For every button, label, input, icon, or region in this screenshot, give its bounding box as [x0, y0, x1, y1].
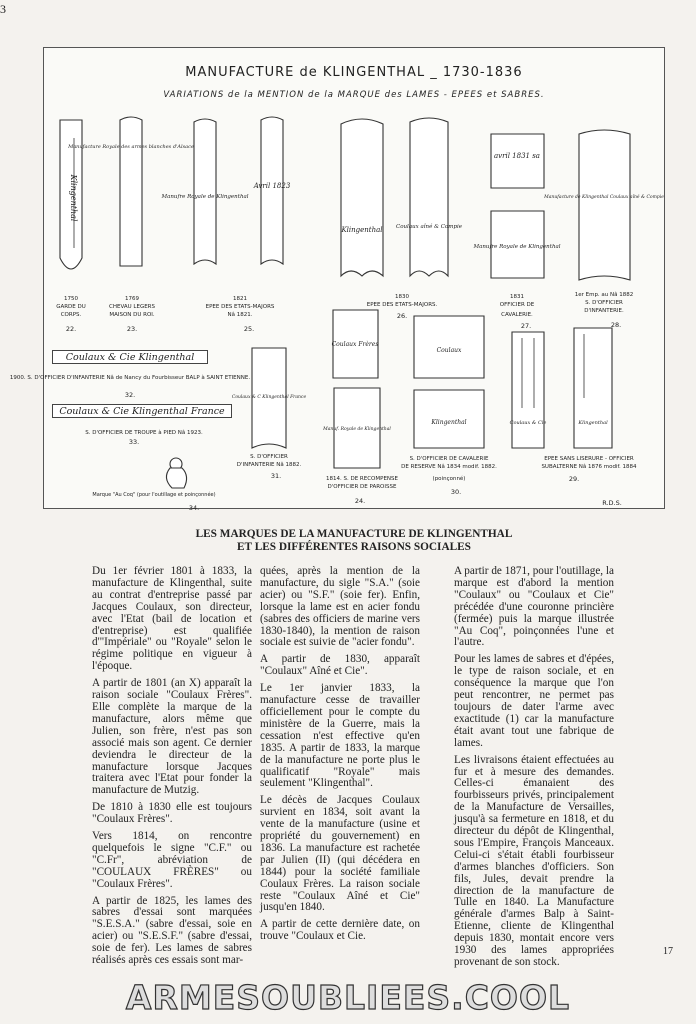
- paragraph: Le décès de Jacques Coulaux survient en 1834, soit avant la vente de la manufacture (usine et propriété du gouvernement) en 1836. La manufacture est rachetée par Julien (II) (qui décédera en 1844) pour la société familiale Coulaux Frères. La raison sociale reste "Coulaux Aîné et Cie" jusqu'en 1840.: [260, 794, 420, 914]
- blade-25-outline: [194, 119, 216, 264]
- column-2: [260, 566, 420, 948]
- caption-26-l2: EPEE DES ETATS-MAJORS.: [366, 302, 438, 308]
- caption-30-num: 30.: [450, 488, 462, 496]
- caption-22-num: 22.: [65, 325, 77, 333]
- caption-34-num: 34.: [188, 504, 200, 512]
- caption-33-num: 33.: [128, 438, 140, 446]
- caption-32: 1900. S. D'OFFICIER D'INFANTERIE Nâ de Nancy du Fourbisseur BALP à SAINT ETIENNE.: [9, 375, 251, 381]
- caption-23-num: 23.: [126, 325, 138, 333]
- paragraph: A partir de 1830, apparaît "Coulaux" Aîné et Cie".: [260, 653, 420, 678]
- caption-25-l2: EPEE DES ETATS-MAJORS: [205, 304, 275, 310]
- caption-28-l3: D'INFANTERIE.: [584, 308, 624, 314]
- blade-text-6: Coulaux aîné & Compie: [396, 224, 462, 230]
- caption-29-num: 29.: [568, 475, 580, 483]
- plate-subtitle: VARIATIONS de la MENTION de la MARQUE des LAMES - EPEES et SABRES.: [163, 90, 545, 100]
- illustration-plate: [9, 47, 665, 512]
- blade-25b-outline: [261, 117, 283, 264]
- mark-text-7: Klingenthal: [578, 420, 608, 426]
- caption-27-l3: CAVALERIE.: [501, 312, 533, 318]
- blade-text-5: Klingenthal: [341, 226, 383, 234]
- blade-text-3: Manufre Royale de Klingenthal: [161, 194, 249, 200]
- caption-24-l2: D'OFFICIER DE PAROISSE: [327, 484, 397, 490]
- caption-28-l1: 1er Emp. au Nâ 1882: [574, 292, 634, 298]
- mark-text-6: Coulaux & Cie: [509, 420, 547, 426]
- caption-28-l2: S. D'OFFICIER: [585, 300, 623, 306]
- mark-text-3: Manuf. Royale de Klingenthal: [323, 427, 391, 432]
- mark-29a-outline: [512, 332, 544, 448]
- blade-text-1: Klingenthal: [69, 174, 78, 222]
- blade-23-outline: [120, 117, 142, 266]
- caption-32-num: 32.: [124, 391, 136, 399]
- caption-30-l3: (poinçonné): [432, 476, 466, 482]
- caption-30-l2: DE RESERVE Nâ 1834 modif. 1882.: [401, 464, 497, 470]
- mark-29b-outline: [574, 328, 612, 448]
- paragraph: quées, après la mention de la manufacture, du sigle "S.A." (soie acier) ou "S.F." (soie fer). Enfin, lorsque la lame est en acier fondu (sabres des officiers de marine vers 1830-1840), la mention de raison sociale est suivie de "acier fondu".: [260, 565, 420, 649]
- caption-31-l1: S. D'OFFICIER: [250, 454, 288, 460]
- caption-24-num: 24.: [354, 497, 366, 505]
- paragraph: Du 1er février 1801 à 1833, la manufacture de Klingenthal, suite au contrat d'entreprise passé par Jacques Coulaux, son directeur, avec l'Etat (bail de location et d'entreprise) est qualifiée d'"Impériale" ou "Royale" selon le régime politique en vigueur à l'époque.: [92, 565, 252, 673]
- caption-29-l2: SUBALTERNE Nâ 1876 modif. 1884: [541, 464, 637, 470]
- caption-22-l1: 1750: [64, 296, 78, 302]
- mark-text-2: Coulaux & C Klingenthal France: [231, 395, 307, 400]
- paragraph: A partir de cette dernière date, on trouve "Coulaux et Cie.: [260, 918, 420, 943]
- mark-text-1: Coulaux Frères: [331, 341, 379, 348]
- blade-text-9: Manufacture de Klingenthal Coulaux aîné & Compie: [544, 195, 664, 200]
- blade-text-8: Manufre Royale de Klingenthal: [473, 244, 561, 250]
- paragraph: A partir de 1825, les lames des sabres d'essai sont marquées "S.E.S.A." (sabre d'essai, soie en acier) ou "S.E.S.F." (sabre d'essai, soie de fer). Les lames de sabres réalisés après ces essais sont mar-: [92, 894, 252, 967]
- section-heading: [43, 528, 665, 554]
- caption-29-l1: EPEE SANS LISERURE - OFFICIER: [544, 456, 634, 462]
- cartouche-coulaux-klingenthal: Coulaux & Cie Klingenthal: [52, 350, 208, 364]
- caption-23-l1: 1769: [125, 296, 139, 302]
- caption-24-l1: 1814. S. DE RECOMPENSE: [325, 476, 399, 482]
- paragraph: Les livraisons étaient effectuées au fur et à mesure des demandes. Celles-ci émanaient des fourbisseurs privés, principalement de la Manufacture de Versailles, jusqu'à sa fermeture en 1818, et du directeur du dépôt de Klingenthal, sous l'Empire, François Manceaux. Celui-ci s'était établi fourbisseur d'armes blanches d'officiers. Son fils, Jules, devait prendre la direction de la manufacture de Tulle en 1840. La Manufacture générale d'armes Balp à Saint-Etienne, cliente de Klingenthal depuis 1830, montait encore vers 1930 des lames appropriées provenant de son stock.: [454, 753, 614, 968]
- caption-30-l1: S. D'OFFICIER DE CAVALERIE: [409, 456, 489, 462]
- caption-23-l3: MAISON DU ROI.: [109, 312, 155, 318]
- plate-title: MANUFACTURE de KLINGENTHAL _ 1730-1836: [185, 65, 523, 80]
- caption-25-l1: 1821: [233, 296, 247, 302]
- blade-drawings: [9, 48, 664, 512]
- corner-mark: 3: [0, 2, 6, 16]
- caption-31-l2: D'INFANTERIE Nâ 1882.: [236, 462, 302, 468]
- page-number: 17: [663, 946, 673, 957]
- paragraph: Le 1er janvier 1833, la manufacture cesse de travailler officiellement pour le compte du ministère de la Guerre, mais la cessation n'est effective qu'en 1835. A partir de 1833, la marque de la manufacture ne porte plus le qualificatif "Royale" mais seulement "Klingenthal".: [260, 682, 420, 790]
- caption-26-num: 26.: [396, 312, 408, 320]
- blade-27-top-outline: [491, 134, 544, 188]
- caption-27-l1: 1831: [510, 294, 524, 300]
- caption-33: S. D'OFFICIER DE TROUPE à PIED Nâ 1923.: [85, 430, 203, 436]
- blade-28-outline: [579, 130, 630, 280]
- watermark: ARMESOUBLIEES.COOL: [125, 978, 571, 1017]
- signature: R.D.S.: [602, 499, 622, 507]
- cartouche-coulaux-klingenthal-france: Coulaux & Cie Klingenthal France: [52, 404, 232, 418]
- column-3: [454, 566, 614, 974]
- mark-text-4: Coulaux: [436, 347, 462, 354]
- blade-text-2: Manufacture Royale des armes blanches d'Alsace: [68, 144, 194, 150]
- caption-22-l3: CORPS.: [60, 312, 82, 318]
- caption-27-num: 27.: [520, 322, 532, 330]
- heading-line-2: ET LES DIFFÉRENTES RAISONS SOCIALES: [237, 541, 471, 553]
- caption-28-num: 28.: [610, 321, 622, 329]
- blade-26b-outline: [410, 118, 448, 276]
- mark-text-5: Klingenthal: [431, 419, 467, 426]
- blade-26-outline: [341, 119, 383, 276]
- paragraph: A partir de 1801 (an X) apparaît la raison sociale "Coulaux Frères". Elle complète la marque de la manufacture, alors même que Julien, son frère, n'est pas son associé mais son agent. Ce dernier deviendra le directeur de la manufacture lorsque Jacques traitera avec l'Etat pour fonder la manufacture de Mutzig.: [92, 677, 252, 797]
- heading-line-1: LES MARQUES DE LA MANUFACTURE DE KLINGENTHAL: [195, 528, 513, 540]
- rooster-body: [166, 468, 186, 488]
- paragraph: Pour les lames de sabres et d'épées, le type de raison sociale, et en conséquence la marque que l'on peut rencontrer, ne permet pas toujours de dater l'arme avec exactitude (1) car la manufacture était avant tout une fabrique de lames.: [454, 653, 614, 749]
- caption-25-l3: Nâ 1821.: [227, 312, 253, 318]
- paragraph: De 1810 à 1830 elle est toujours "Coulaux Frères".: [92, 801, 252, 826]
- caption-31-num: 31.: [270, 472, 282, 480]
- caption-25-num: 25.: [243, 325, 255, 333]
- caption-26-l1: 1830: [395, 294, 409, 300]
- blade-text-7: avril 1831 sa: [494, 152, 540, 160]
- paragraph: A partir de 1871, pour l'outillage, la marque est d'abord la mention "Coulaux" ou "Coulaux et Cie" précédée d'une couronne princière (fermée) puis la marque illustrée "Au Coq", poinçonnées l'une et l'autre.: [454, 565, 614, 649]
- caption-27-l2: OFFICIER DE: [499, 302, 535, 308]
- paragraph: Vers 1814, on rencontre quelquefois le signe "C.F." ou "C.Fr", abréviation de "COULAUX FRÈRES" ou "Coulaux Frères".: [92, 830, 252, 890]
- caption-22-l2: GARDE DU: [56, 304, 86, 310]
- caption-34: Marque "Au Coq" (pour l'outillage et poinçonnée): [92, 492, 216, 498]
- caption-23-l2: CHEVAU LEGERS: [109, 304, 155, 310]
- column-1: [92, 566, 252, 972]
- article-body: [92, 565, 662, 968]
- blade-text-4: Avril 1823: [253, 182, 291, 190]
